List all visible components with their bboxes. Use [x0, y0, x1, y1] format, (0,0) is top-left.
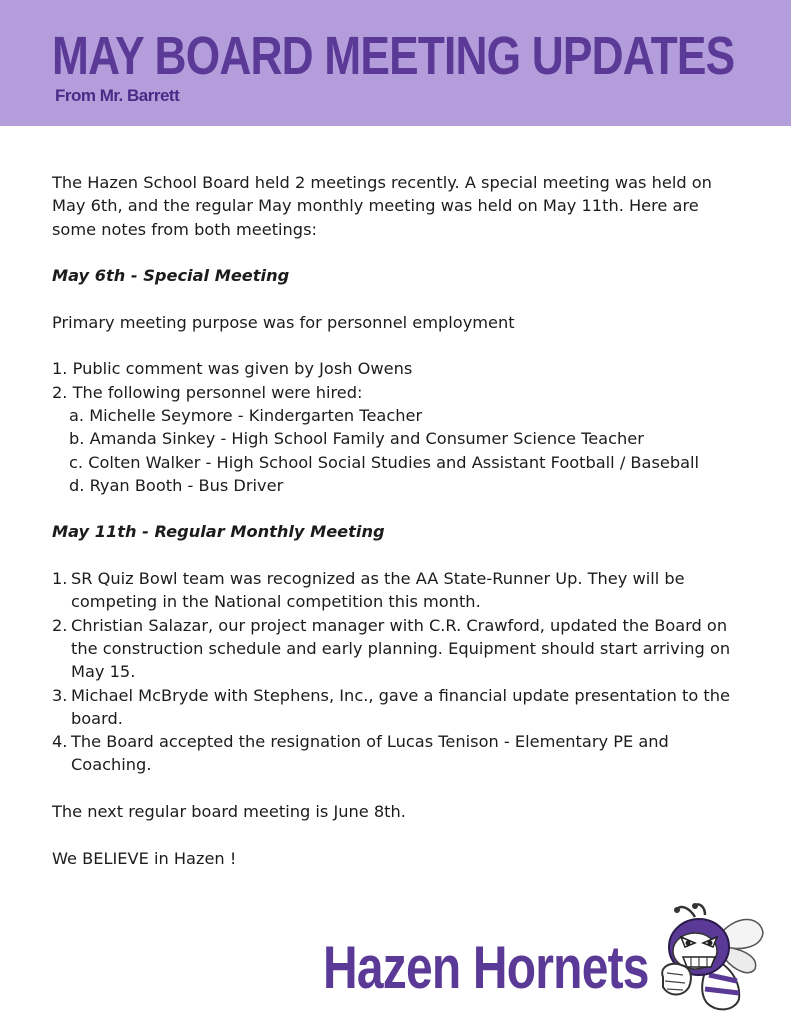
- hire-item: c. Colten Walker - High School Social Studies and Assistant Football / Baseball: [69, 452, 700, 472]
- list-text: The Board accepted the resignation of Lucas Tenison - Elementary PE and Coaching.: [71, 732, 669, 775]
- hire-item: a. Michelle Seymore - Kindergarten Teacher: [69, 405, 423, 425]
- special-meeting-heading: May 6th - Special Meeting: [52, 266, 290, 286]
- list-number: 4.: [52, 732, 68, 752]
- hire-item: b. Amanda Sinkey - High School Family and Consumer Science Teacher: [69, 429, 644, 449]
- newsletter-body: [52, 171, 742, 870]
- next-meeting-note: The next regular board meeting is June 8th.: [52, 802, 406, 822]
- closing-line: We BELIEVE in Hazen !: [52, 848, 237, 868]
- hire-item: d. Ryan Booth - Bus Driver: [69, 475, 284, 495]
- special-item: 2. The following personnel were hired:: [52, 382, 363, 402]
- hornet-mascot-icon: [655, 903, 767, 1013]
- list-item: [52, 684, 742, 731]
- special-item: 1. Public comment was given by Josh Owens: [52, 359, 413, 379]
- regular-meeting-heading: May 11th - Regular Monthly Meeting: [52, 522, 385, 542]
- list-number: 2.: [52, 615, 68, 635]
- regular-meeting-list: [52, 567, 742, 777]
- page-title: MAY BOARD MEETING UPDATES: [52, 26, 735, 86]
- list-text: Christian Salazar, our project manager with C.R. Crawford, updated the Board on the construction schedule and early planning. Equipment should start arriving on May 15.: [71, 615, 731, 682]
- list-number: 3.: [52, 685, 68, 705]
- list-item: [52, 614, 742, 684]
- special-meeting-purpose: Primary meeting purpose was for personnel employment: [52, 312, 515, 332]
- list-item: [52, 730, 742, 777]
- list-text: SR Quiz Bowl team was recognized as the AA State-Runner Up. They will be competing in the National competition this month.: [71, 569, 685, 612]
- header-banner: [0, 0, 791, 126]
- intro-paragraph: The Hazen School Board held 2 meetings recently. A special meeting was held on May 6th, and the regular May monthly meeting was held on May 11th. Here are some notes from both meetings:: [52, 173, 712, 239]
- list-number: 1.: [52, 569, 68, 589]
- list-item: [52, 567, 742, 614]
- author-line: From Mr. Barrett: [55, 86, 180, 105]
- list-text: Michael McBryde with Stephens, Inc., gave a financial update presentation to the board.: [71, 685, 730, 728]
- footer-brand: Hazen Hornets: [323, 934, 649, 1001]
